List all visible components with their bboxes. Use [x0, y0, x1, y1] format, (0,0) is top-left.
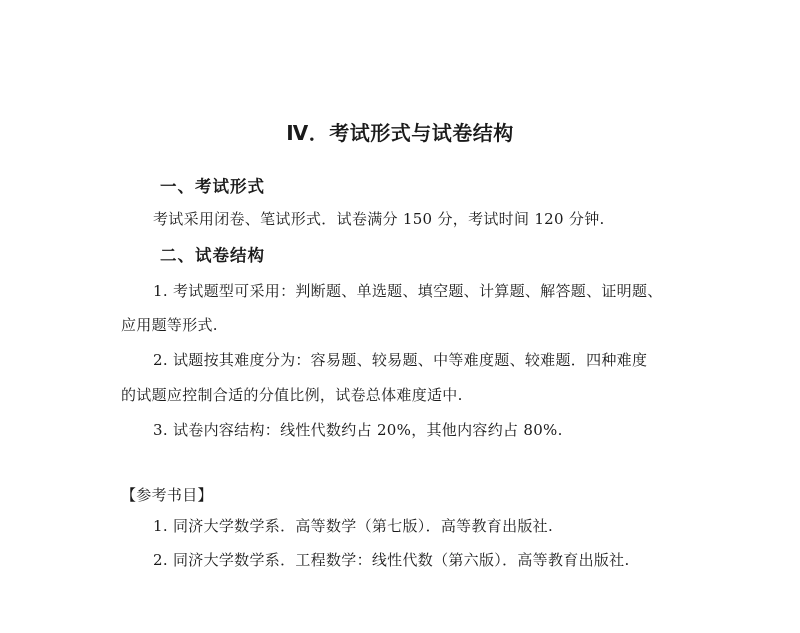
structure-item-3: 3. 试卷内容结构：线性代数约占 20%，其他内容约占 80%. [153, 421, 563, 439]
section-heading-paper-structure: 二、试卷结构 [160, 246, 265, 265]
structure-item-2-line-1: 2. 试题按其难度分为：容易题、较易题、中等难度题、较难题．四种难度 [153, 351, 648, 369]
structure-item-1-line-1: 1. 考试题型可采用：判断题、单选题、填空题、计算题、解答题、证明题、 [153, 282, 663, 300]
reference-item-1: 1. 同济大学数学系．高等数学（第七版）．高等教育出版社. [153, 517, 554, 535]
exam-format-text: 考试采用闭卷、笔试形式．试卷满分 150 分，考试时间 120 分钟. [153, 210, 605, 228]
structure-item-2-line-2: 的试题应控制合适的分值比例，试卷总体难度适中. [121, 386, 463, 404]
structure-item-1-line-2: 应用题等形式. [121, 316, 218, 334]
reference-item-2: 2. 同济大学数学系．工程数学：线性代数（第六版）．高等教育出版社. [153, 551, 630, 569]
page-title: Ⅳ．考试形式与试卷结构 [286, 121, 514, 145]
section-heading-exam-format: 一、考试形式 [160, 177, 265, 196]
references-heading: 【参考书目】 [121, 486, 213, 504]
